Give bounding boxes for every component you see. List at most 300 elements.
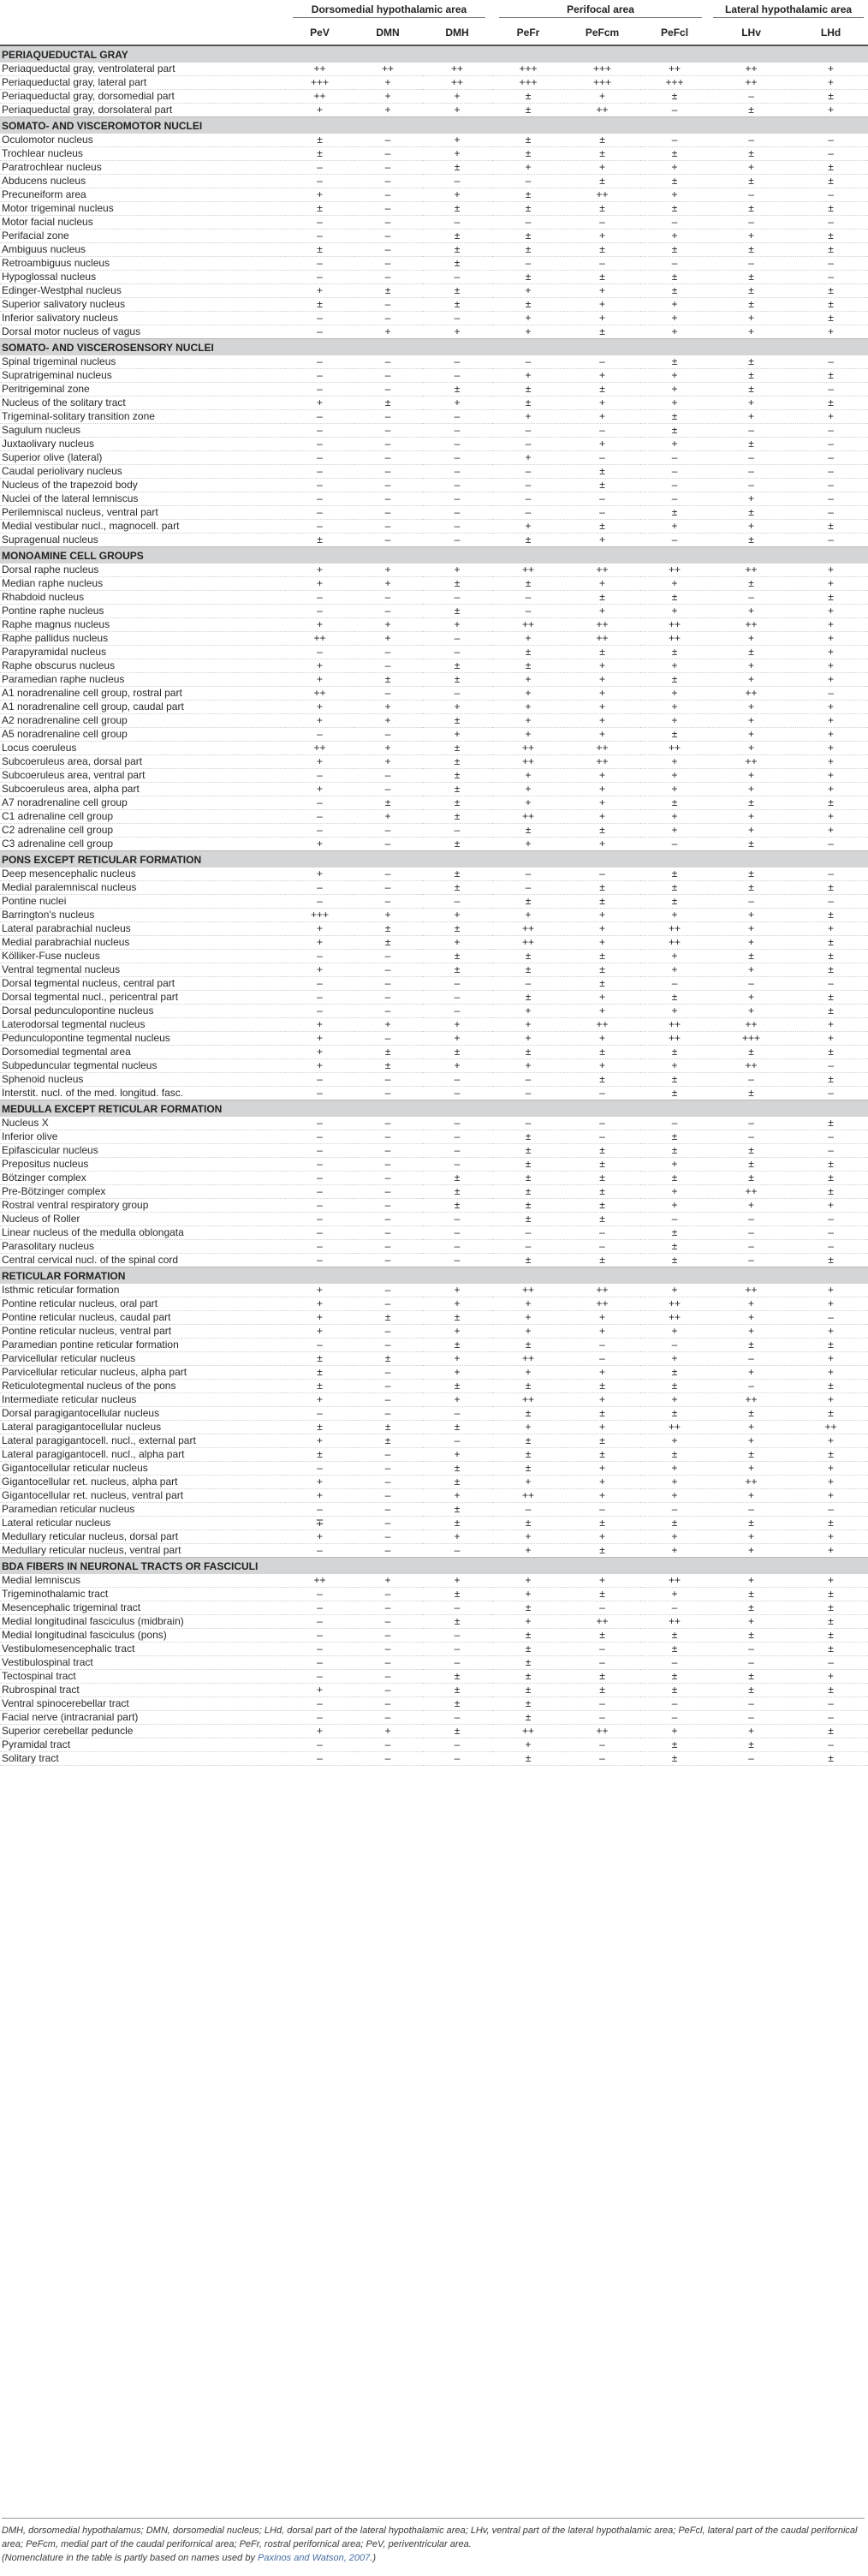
density-cell: – <box>422 506 492 520</box>
density-cell: + <box>709 810 794 824</box>
density-cell: – <box>794 438 868 451</box>
density-cell: + <box>640 1185 709 1199</box>
density-cell: – <box>564 1087 640 1100</box>
density-cell: + <box>564 1462 640 1476</box>
density-cell: ± <box>422 1697 492 1711</box>
density-cell: – <box>709 1117 794 1130</box>
table-row <box>0 1240 868 1254</box>
density-cell: – <box>354 424 422 438</box>
region-name: Paramedian reticular nucleus <box>0 1503 286 1517</box>
density-cell: – <box>492 506 564 520</box>
density-cell: + <box>640 230 709 243</box>
density-cell: – <box>354 895 422 909</box>
density-cell: ± <box>709 175 794 188</box>
density-cell: ± <box>492 824 564 838</box>
density-cell: + <box>640 659 709 673</box>
density-cell: ++ <box>640 1574 709 1588</box>
density-cell: + <box>794 1199 868 1213</box>
region-name: Nucleus of the solitary tract <box>0 397 286 410</box>
density-cell: – <box>640 492 709 506</box>
density-cell: – <box>286 312 354 325</box>
density-cell: ++ <box>492 755 564 769</box>
density-cell: ± <box>640 147 709 161</box>
table-row <box>0 369 868 383</box>
density-cell: – <box>564 1117 640 1130</box>
region-name: Subcoeruleus area, dorsal part <box>0 755 286 769</box>
density-cell: – <box>354 1738 422 1752</box>
density-cell: – <box>422 1656 492 1670</box>
density-cell: + <box>709 1574 794 1588</box>
density-cell: + <box>794 714 868 728</box>
footnote-abbreviations: DMH, dorsomedial hypothalamus; DMN, dorsomedial nucleus; LHd, dorsal part of the lateral hypothalamic area; LHv, ventral part of the lateral hypothalamic area; PeFcl, lateral part of the caudal perifornical area; PeFcm, medial part of the caudal perifornical area; PeFr, rostral perifornical area; PeV, periventricular area. <box>2 2525 858 2549</box>
density-cell: + <box>564 783 640 796</box>
density-cell: – <box>640 1339 709 1352</box>
density-cell: + <box>794 1297 868 1311</box>
density-cell: + <box>794 605 868 618</box>
density-cell: + <box>709 325 794 339</box>
density-cell: ++ <box>640 742 709 755</box>
density-cell: – <box>422 271 492 284</box>
density-cell: + <box>422 1325 492 1339</box>
density-cell: ± <box>564 325 640 339</box>
density-cell: – <box>286 1588 354 1601</box>
density-cell: + <box>492 838 564 851</box>
density-cell: + <box>492 783 564 796</box>
density-cell: – <box>286 369 354 383</box>
density-cell: – <box>492 1073 564 1087</box>
density-cell: + <box>794 1462 868 1476</box>
density-cell: + <box>564 810 640 824</box>
density-cell: ± <box>794 1339 868 1352</box>
density-cell: ± <box>709 243 794 257</box>
density-cell: – <box>422 824 492 838</box>
density-cell: ± <box>794 298 868 312</box>
table-row <box>0 397 868 410</box>
density-cell: – <box>794 687 868 701</box>
density-cell: + <box>794 728 868 742</box>
density-cell: ± <box>492 1656 564 1670</box>
density-cell: – <box>354 355 422 369</box>
density-cell: + <box>794 1352 868 1366</box>
density-cell: + <box>564 312 640 325</box>
density-cell: + <box>422 1032 492 1046</box>
density-cell: – <box>354 1130 422 1144</box>
citation-link[interactable]: Paxinos and Watson, 2007 <box>258 2553 371 2563</box>
density-cell: + <box>492 369 564 383</box>
density-cell: ± <box>709 838 794 851</box>
density-cell: ± <box>640 284 709 298</box>
density-cell: ± <box>422 881 492 895</box>
density-cell: ± <box>794 1254 868 1267</box>
region-name: Reticulotegmental nucleus of the pons <box>0 1380 286 1393</box>
region-name: Inferior salivatory nucleus <box>0 312 286 325</box>
region-name: Subcoeruleus area, ventral part <box>0 769 286 783</box>
density-cell: + <box>422 1297 492 1311</box>
density-cell: ± <box>564 1670 640 1684</box>
density-cell: – <box>794 1213 868 1226</box>
density-cell: + <box>354 618 422 632</box>
density-cell: – <box>564 257 640 271</box>
region-name: Paramedian raphe nucleus <box>0 673 286 687</box>
density-cell: – <box>709 977 794 991</box>
density-cell: + <box>286 1018 354 1032</box>
density-cell: – <box>794 1697 868 1711</box>
density-cell: + <box>564 701 640 714</box>
density-cell: – <box>354 1517 422 1530</box>
density-cell: ± <box>492 1199 564 1213</box>
density-cell: ± <box>709 104 794 117</box>
density-cell: – <box>286 796 354 810</box>
density-cell: ± <box>422 673 492 687</box>
density-cell: – <box>354 1325 422 1339</box>
density-cell: ++ <box>709 687 794 701</box>
density-cell: + <box>286 104 354 117</box>
density-cell: ± <box>709 534 794 547</box>
density-cell: + <box>640 1325 709 1339</box>
density-cell: – <box>354 1158 422 1172</box>
density-cell: – <box>492 492 564 506</box>
density-cell: ± <box>640 90 709 104</box>
density-cell: – <box>640 257 709 271</box>
density-cell: – <box>422 410 492 424</box>
table-row <box>0 1544 868 1558</box>
density-cell: – <box>709 90 794 104</box>
region-name: Laterodorsal tegmental nucleus <box>0 1018 286 1032</box>
group-header-dorsomedial <box>286 0 492 21</box>
density-cell: ± <box>640 1144 709 1158</box>
density-cell: – <box>422 369 492 383</box>
density-cell: + <box>286 1725 354 1738</box>
density-cell: – <box>286 257 354 271</box>
density-cell: ± <box>640 1670 709 1684</box>
density-cell: ++ <box>422 63 492 76</box>
density-cell: – <box>354 1462 422 1476</box>
density-cell: ± <box>564 520 640 534</box>
density-cell: – <box>709 1213 794 1226</box>
density-cell: ++ <box>286 632 354 646</box>
density-cell: ± <box>709 1629 794 1643</box>
density-cell: – <box>354 1448 422 1462</box>
table-row <box>0 564 868 577</box>
density-cell: – <box>354 479 422 492</box>
region-name: Bötzinger complex <box>0 1172 286 1185</box>
density-cell: + <box>492 1530 564 1544</box>
density-cell: + <box>286 1325 354 1339</box>
density-cell: + <box>709 659 794 673</box>
region-name: Dorsal paragigantocellular nucleus <box>0 1407 286 1421</box>
density-cell: ± <box>640 243 709 257</box>
density-cell: ± <box>492 1339 564 1352</box>
region-name: Sagulum nucleus <box>0 424 286 438</box>
density-cell: ++ <box>492 810 564 824</box>
density-cell: + <box>286 1476 354 1489</box>
density-cell: + <box>640 397 709 410</box>
table-row <box>0 104 868 117</box>
density-cell: ± <box>564 1213 640 1226</box>
density-cell: + <box>564 534 640 547</box>
density-cell: + <box>564 90 640 104</box>
table-row <box>0 895 868 909</box>
density-cell: + <box>286 963 354 977</box>
density-cell: – <box>709 134 794 147</box>
density-cell: ++ <box>640 1311 709 1325</box>
density-cell: ± <box>564 271 640 284</box>
table-row <box>0 1476 868 1489</box>
density-cell: – <box>354 1032 422 1046</box>
density-cell: ± <box>794 1684 868 1697</box>
density-cell: – <box>640 1711 709 1725</box>
table-row <box>0 1284 868 1297</box>
density-cell: – <box>422 1407 492 1421</box>
section-header-row <box>0 1558 868 1575</box>
density-cell: – <box>286 1185 354 1199</box>
density-cell: ± <box>709 1144 794 1158</box>
density-cell: ± <box>492 1752 564 1766</box>
table-row <box>0 796 868 810</box>
density-cell: ++ <box>709 1059 794 1073</box>
density-cell: – <box>709 1240 794 1254</box>
region-name: Parvicellular reticular nucleus, alpha part <box>0 1366 286 1380</box>
density-cell: – <box>492 1117 564 1130</box>
density-cell: – <box>709 479 794 492</box>
density-cell: ++ <box>640 618 709 632</box>
density-cell: – <box>286 506 354 520</box>
density-cell: + <box>354 909 422 922</box>
density-cell: ± <box>709 1738 794 1752</box>
table-row <box>0 1448 868 1462</box>
density-cell: – <box>422 632 492 646</box>
density-cell: + <box>709 230 794 243</box>
density-cell: – <box>422 646 492 659</box>
table-row <box>0 1158 868 1172</box>
table-row <box>0 1185 868 1199</box>
density-cell: + <box>564 298 640 312</box>
density-cell: ± <box>564 1588 640 1601</box>
density-cell: ± <box>709 1339 794 1352</box>
density-cell: ± <box>492 1643 564 1656</box>
section-header-row <box>0 851 868 868</box>
region-name: A7 noradrenaline cell group <box>0 796 286 810</box>
density-cell: + <box>640 369 709 383</box>
table-row <box>0 298 868 312</box>
density-cell: – <box>709 1352 794 1366</box>
density-cell: – <box>354 1185 422 1199</box>
density-cell: ± <box>492 577 564 591</box>
table-row <box>0 1393 868 1407</box>
density-cell: + <box>492 673 564 687</box>
density-cell: ++ <box>492 936 564 950</box>
density-cell: ± <box>794 243 868 257</box>
density-cell: – <box>564 1711 640 1725</box>
region-name: Paratrochlear nucleus <box>0 161 286 175</box>
density-cell: ± <box>564 881 640 895</box>
density-cell: – <box>286 1130 354 1144</box>
density-cell: + <box>794 325 868 339</box>
density-cell: + <box>794 824 868 838</box>
region-name: Subcoeruleus area, alpha part <box>0 783 286 796</box>
density-cell: + <box>794 755 868 769</box>
table-row <box>0 1643 868 1656</box>
region-name: Pontine reticular nucleus, ventral part <box>0 1325 286 1339</box>
density-cell: ± <box>564 1185 640 1199</box>
density-cell: ± <box>794 1752 868 1766</box>
density-cell: – <box>286 325 354 339</box>
region-name: Central cervical nucl. of the spinal cord <box>0 1254 286 1267</box>
density-cell: – <box>286 728 354 742</box>
density-cell: ± <box>794 369 868 383</box>
density-cell: – <box>422 1254 492 1267</box>
table-row <box>0 1144 868 1158</box>
density-cell: + <box>286 936 354 950</box>
density-cell: ± <box>794 284 868 298</box>
region-name: Deep mesencephalic nucleus <box>0 868 286 881</box>
density-cell: + <box>794 76 868 90</box>
density-cell: + <box>286 188 354 202</box>
density-cell: + <box>492 1421 564 1434</box>
density-cell: – <box>354 451 422 465</box>
density-cell: ± <box>422 714 492 728</box>
density-cell: + <box>709 714 794 728</box>
table-row <box>0 977 868 991</box>
density-cell: ± <box>640 991 709 1005</box>
table-row <box>0 1087 868 1100</box>
table-row <box>0 605 868 618</box>
region-name: Medial parabrachial nucleus <box>0 936 286 950</box>
density-cell: + <box>640 1199 709 1213</box>
density-cell: ± <box>640 1046 709 1059</box>
density-cell: + <box>564 673 640 687</box>
density-cell: ± <box>709 868 794 881</box>
density-cell: – <box>422 1144 492 1158</box>
region-name: Prepositus nucleus <box>0 1158 286 1172</box>
density-cell: +++ <box>564 76 640 90</box>
table-row <box>0 492 868 506</box>
density-cell: – <box>286 1172 354 1185</box>
density-cell: + <box>492 687 564 701</box>
density-cell: – <box>354 1544 422 1558</box>
density-cell: + <box>640 1530 709 1544</box>
density-cell: ++ <box>709 76 794 90</box>
density-cell: + <box>492 1018 564 1032</box>
density-cell: + <box>794 673 868 687</box>
region-name: Lateral paragigantocellular nucleus <box>0 1421 286 1434</box>
density-cell: ± <box>640 1073 709 1087</box>
density-cell: ± <box>492 1448 564 1462</box>
density-cell: – <box>286 1656 354 1670</box>
table-row <box>0 355 868 369</box>
density-cell: + <box>492 1366 564 1380</box>
density-cell: ± <box>422 1517 492 1530</box>
table-row <box>0 1032 868 1046</box>
density-cell: – <box>354 1629 422 1643</box>
column-header: DMH <box>422 21 492 45</box>
density-cell: + <box>286 1046 354 1059</box>
density-cell: – <box>354 1476 422 1489</box>
density-cell: – <box>286 810 354 824</box>
table-row <box>0 284 868 298</box>
density-cell: – <box>354 216 422 230</box>
density-cell: +++ <box>286 909 354 922</box>
density-cell: ++ <box>640 936 709 950</box>
density-cell: + <box>794 646 868 659</box>
density-cell: – <box>286 1240 354 1254</box>
density-cell: ++ <box>286 742 354 755</box>
density-cell: + <box>564 1366 640 1380</box>
density-cell: – <box>640 134 709 147</box>
density-cell: ± <box>640 1448 709 1462</box>
density-cell: ± <box>492 950 564 963</box>
region-name: Trochlear nucleus <box>0 147 286 161</box>
column-header: DMN <box>354 21 422 45</box>
density-cell: ± <box>709 577 794 591</box>
region-name: Nuclei of the lateral lemniscus <box>0 492 286 506</box>
density-cell: – <box>794 1059 868 1073</box>
region-name: Supratrigeminal nucleus <box>0 369 286 383</box>
region-name: Dorsal tegmental nucleus, central part <box>0 977 286 991</box>
region-name: Rubrospinal tract <box>0 1684 286 1697</box>
region-name: Medial longitudinal fasciculus (midbrain) <box>0 1615 286 1629</box>
table-row <box>0 76 868 90</box>
density-cell: + <box>492 1297 564 1311</box>
density-cell: + <box>709 312 794 325</box>
density-cell: – <box>286 1144 354 1158</box>
density-cell: ± <box>422 1172 492 1185</box>
density-cell: ± <box>794 936 868 950</box>
density-cell: ± <box>640 1643 709 1656</box>
density-cell: + <box>794 1434 868 1448</box>
density-cell: ± <box>564 479 640 492</box>
density-cell: + <box>564 1530 640 1544</box>
density-cell: – <box>286 977 354 991</box>
table-row <box>0 465 868 479</box>
density-cell: + <box>354 577 422 591</box>
density-cell: – <box>286 1503 354 1517</box>
density-cell: + <box>492 632 564 646</box>
table-row <box>0 1588 868 1601</box>
density-cell: + <box>354 90 422 104</box>
density-cell: – <box>564 1240 640 1254</box>
density-cell: ± <box>492 1670 564 1684</box>
density-cell: ± <box>422 161 492 175</box>
density-cell: – <box>286 1462 354 1476</box>
density-cell: ± <box>422 755 492 769</box>
density-cell: + <box>492 410 564 424</box>
density-cell: – <box>286 1615 354 1629</box>
density-cell: – <box>286 424 354 438</box>
region-name: Dorsal tegmental nucl., pericentral part <box>0 991 286 1005</box>
region-name: Parvicellular reticular nucleus <box>0 1352 286 1366</box>
region-name: Ambiguus nucleus <box>0 243 286 257</box>
table-row <box>0 646 868 659</box>
density-cell: ± <box>709 383 794 397</box>
density-cell: + <box>794 659 868 673</box>
density-cell: + <box>564 1059 640 1073</box>
density-cell: +++ <box>564 63 640 76</box>
density-cell: – <box>422 1738 492 1752</box>
table-row <box>0 783 868 796</box>
density-cell: – <box>354 950 422 963</box>
density-cell: ++ <box>564 188 640 202</box>
density-cell: ++ <box>286 1574 354 1588</box>
density-cell: + <box>564 410 640 424</box>
density-cell: ++ <box>640 922 709 936</box>
density-cell: – <box>492 465 564 479</box>
density-cell: – <box>709 591 794 605</box>
density-cell: – <box>640 838 709 851</box>
density-cell: ± <box>640 506 709 520</box>
density-cell: ± <box>564 202 640 216</box>
density-cell: ± <box>354 1434 422 1448</box>
